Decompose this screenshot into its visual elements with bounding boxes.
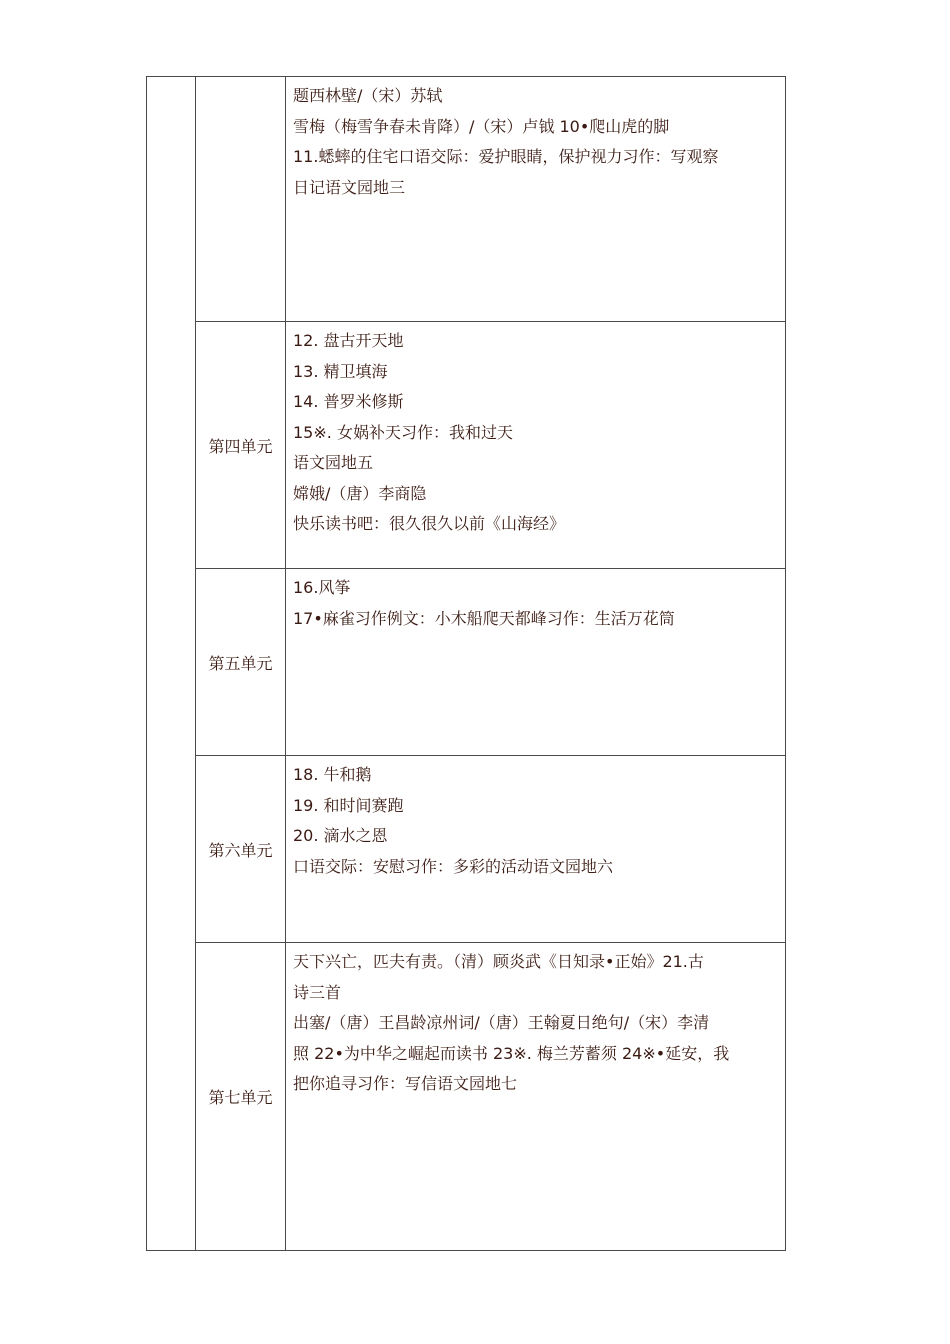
lesson-line: 17•麻雀习作例文：小木船爬天都峰习作：生活万花筒 [293,608,675,628]
unit-name-cell: 第六单元 [196,756,286,943]
lesson-line: 15※. 女娲补天习作：我和过天 [293,422,513,442]
table-row [147,756,786,943]
lesson-list-cell [286,322,786,569]
table-row [147,943,786,1251]
lesson-list-cell [286,756,786,943]
lesson-list-cell [286,77,786,322]
lesson-line: 快乐读书吧：很久很久以前《山海经》 [293,514,566,533]
lesson-line: 11.蟋蟀的住宅口语交际：爱护眼睛，保护视力习作：写观察 [293,147,719,166]
lesson-line: 雪梅（梅雪争春未肯降）/（宋）卢钺 10•爬山虎的脚 [293,116,670,136]
lesson-line: 天下兴亡，匹夫有责。（清）顾炎武《日知录•正始》21.古 [293,952,704,971]
lesson-line: 题西林壁/（宋）苏轼 [293,86,443,105]
table-row [147,322,786,569]
table-row [147,569,786,756]
lesson-line: 14. 普罗米修斯 [293,392,404,411]
grade-column-cell [147,77,196,1251]
lesson-line: 出塞/（唐）王昌龄凉州词/（唐）王翰夏日绝句/（宋）李清 [293,1013,710,1032]
lesson-line: 诗三首 [293,982,342,1002]
lesson-line: 照 22•为中华之崛起而读书 23※. 梅兰芳蓄须 24※•延安，我 [293,1043,730,1063]
unit-name-cell: 第七单元 [196,943,286,1251]
lesson-line: 18. 牛和鹅 [293,765,372,784]
lesson-line: 嫦娥/（唐）李商隐 [293,483,427,503]
lesson-list-cell [286,569,786,756]
table-row [147,77,786,322]
lesson-line: 13. 精卫填海 [293,361,388,381]
lesson-line: 语文园地五 [293,453,374,472]
lesson-line: 日记语文园地三 [293,177,406,197]
lesson-line: 口语交际：安慰习作：多彩的活动语文园地六 [293,856,614,876]
lesson-line: 把你追寻习作：写信语文园地七 [293,1074,518,1093]
lesson-line: 20. 滴水之恩 [293,826,388,845]
unit-name-cell [196,77,286,322]
curriculum-table [146,76,786,1251]
unit-name-cell: 第五单元 [196,569,286,756]
unit-name-cell: 第四单元 [196,322,286,569]
lesson-line: 12. 盘古开天地 [293,331,404,350]
lesson-list-cell [286,943,786,1251]
lesson-line: 19. 和时间赛跑 [293,795,404,815]
lesson-line: 16.风筝 [293,578,351,597]
